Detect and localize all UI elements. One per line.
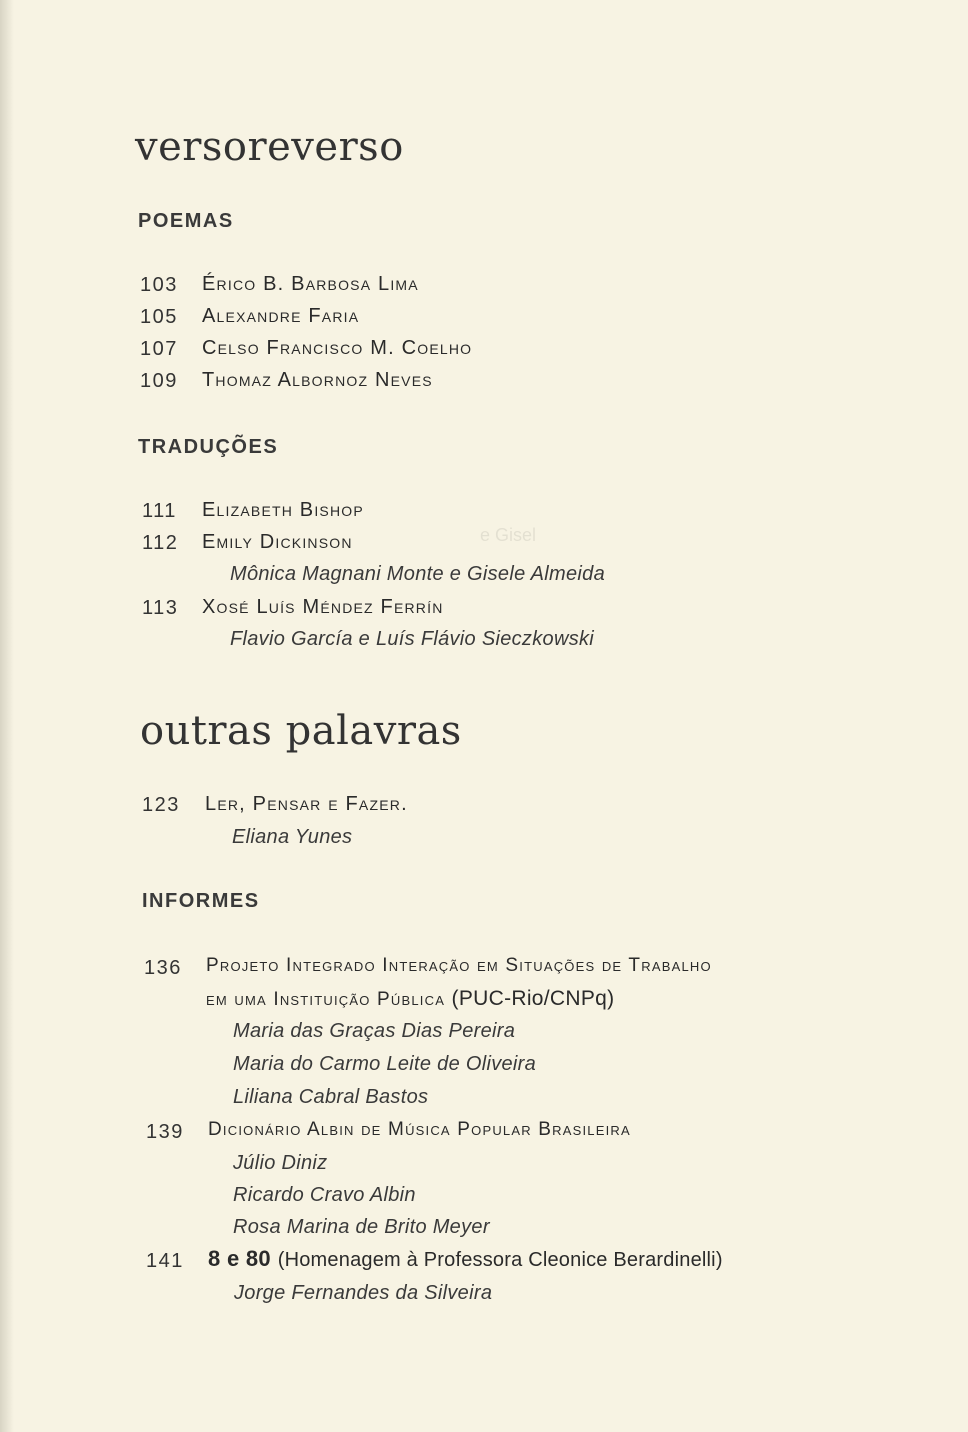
informes-author: Ricardo Cravo Albin — [233, 1184, 416, 1206]
heading-informes: INFORMES — [142, 890, 260, 912]
poemas-title: Alexandre Faria — [202, 305, 360, 327]
informes-page-number: 141 — [146, 1250, 184, 1272]
traducoes-title: Emily Dickinson — [202, 531, 353, 553]
traducoes-title: Elizabeth Bishop — [202, 499, 364, 521]
poemas-title: Thomaz Albornoz Neves — [202, 369, 433, 391]
traducoes-translators: Mônica Magnani Monte e Gisele Almeida — [230, 563, 605, 585]
informes-title-line2 — [206, 987, 614, 1011]
informes-title — [208, 1246, 723, 1272]
poemas-page-number: 109 — [140, 370, 178, 392]
page-edge-shadow — [0, 0, 14, 1432]
informes-author: Liliana Cabral Bastos — [233, 1086, 429, 1108]
informes-title-line1: Projeto Integrado Interação em Situações de Trabalho — [206, 955, 712, 976]
poemas-page-number: 103 — [140, 274, 178, 296]
informes-author: Maria do Carmo Leite de Oliveira — [233, 1053, 537, 1075]
informes-title-bold: 8 e 80 — [208, 1246, 271, 1271]
show-through-text: e Gisel — [480, 525, 537, 545]
heading-traducoes: TRADUÇÕES — [138, 436, 279, 458]
section-title-outras-palavras: outras palavras — [140, 708, 462, 754]
poemas-title: Celso Francisco M. Coelho — [202, 337, 473, 359]
traducoes-translators: Flavio García e Luís Flávio Sieczkowski — [230, 628, 595, 650]
traducoes-page-number: 112 — [142, 532, 179, 554]
traducoes-page-number: 111 — [142, 500, 177, 522]
informes-author: Rosa Marina de Brito Meyer — [233, 1216, 490, 1238]
outras-author: Eliana Yunes — [232, 826, 353, 848]
informes-title-line2-smallcaps: em uma Instituição Pública — [206, 989, 446, 1010]
traducoes-page-number: 113 — [142, 597, 179, 619]
poemas-title: Érico B. Barbosa Lima — [202, 273, 419, 295]
informes-title-line2-plain: (PUC-Rio/CNPq) — [451, 987, 615, 1010]
traducoes-title: Xosé Luís Méndez Ferrín — [202, 596, 444, 618]
outras-title: Ler, Pensar e Fazer. — [205, 793, 408, 815]
heading-poemas: POEMAS — [138, 210, 234, 232]
informes-author: Jorge Fernandes da Silveira — [234, 1282, 493, 1304]
informes-title-rest: (Homenagem à Professora Cleonice Berardinelli) — [277, 1249, 723, 1271]
informes-author: Maria das Graças Dias Pereira — [233, 1020, 516, 1042]
poemas-page-number: 105 — [140, 306, 178, 328]
informes-page-number: 139 — [146, 1121, 184, 1143]
informes-page-number: 136 — [144, 957, 182, 979]
outras-page-number: 123 — [142, 794, 180, 816]
poemas-page-number: 107 — [140, 338, 178, 360]
section-title-versoreverso: versoreverso — [135, 124, 404, 170]
informes-author: Júlio Diniz — [233, 1152, 328, 1174]
informes-title: Dicionário Albin de Música Popular Brasileira — [208, 1119, 631, 1140]
